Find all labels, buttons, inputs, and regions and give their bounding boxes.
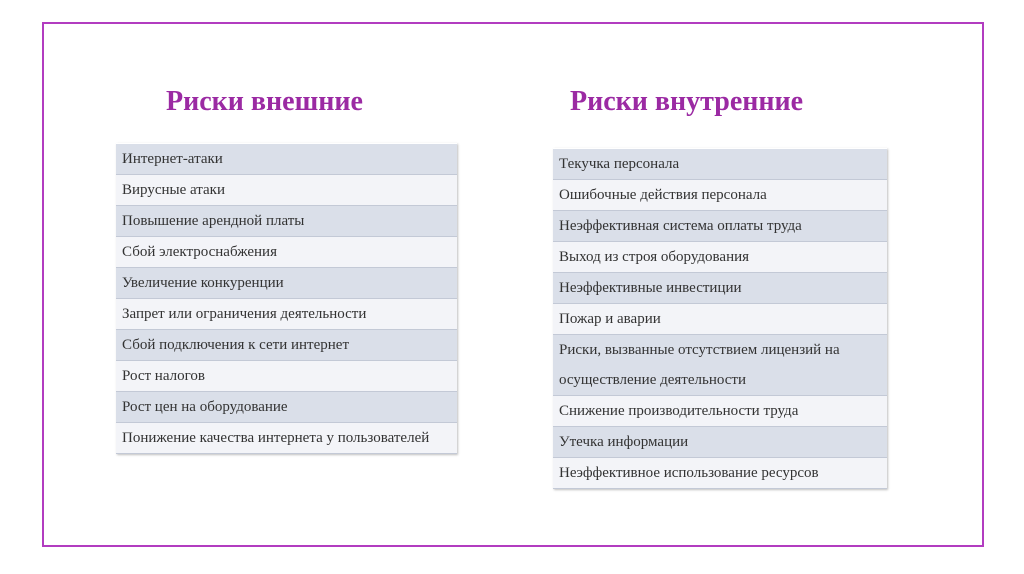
external-risk-item: Сбой электроснабжения: [116, 237, 457, 268]
internal-risk-item: Неэффективные инвестиции: [553, 273, 887, 304]
internal-risk-item: Выход из строя оборудования: [553, 242, 887, 273]
table-row: [116, 237, 457, 268]
internal-risk-item: Утечка информации: [553, 427, 887, 458]
external-risk-item: Рост цен на оборудование: [116, 392, 457, 423]
table-row: [553, 149, 887, 180]
external-risk-item: Сбой подключения к сети интернет: [116, 330, 457, 361]
external-risk-item: Рост налогов: [116, 361, 457, 392]
external-risk-item: Увеличение конкуренции: [116, 268, 457, 299]
table-row: [553, 180, 887, 211]
table-row: [116, 392, 457, 423]
table-row: [553, 242, 887, 273]
table-row: [116, 423, 457, 454]
external-risks-heading: Риски внешние: [166, 86, 363, 117]
external-risks-table: [116, 143, 457, 454]
external-risk-item: Повышение арендной платы: [116, 206, 457, 237]
table-row: [116, 206, 457, 237]
table-row: [116, 299, 457, 330]
table-row: [553, 211, 887, 242]
external-risk-item: Запрет или ограничения деятельности: [116, 299, 457, 330]
table-row: [116, 268, 457, 299]
internal-risks-table: [553, 148, 887, 489]
table-row: [553, 304, 887, 335]
internal-risk-item: Снижение производительности труда: [553, 396, 887, 427]
table-row: [553, 273, 887, 304]
table-row: [116, 361, 457, 392]
internal-risk-item: Ошибочные действия персонала: [553, 180, 887, 211]
table-row: [116, 330, 457, 361]
external-risk-item: Вирусные атаки: [116, 175, 457, 206]
table-row: [116, 175, 457, 206]
table-row: [553, 335, 887, 396]
table-row: [553, 458, 887, 489]
internal-risk-item: Текучка персонала: [553, 149, 887, 180]
table-row: [116, 144, 457, 175]
table-row: [553, 396, 887, 427]
internal-risks-heading: Риски внутренние: [570, 86, 804, 117]
table-row: [553, 427, 887, 458]
internal-risk-item: Пожар и аварии: [553, 304, 887, 335]
internal-risk-item: Неэффективное использование ресурсов: [553, 458, 887, 489]
internal-risk-item: Неэффективная система оплаты труда: [553, 211, 887, 242]
external-risk-item: Интернет-атаки: [116, 144, 457, 175]
external-risk-item: Понижение качества интернета у пользователей: [116, 423, 457, 454]
internal-risk-item: Риски, вызванные отсутствием лицензий на осуществление деятельности: [553, 335, 887, 396]
